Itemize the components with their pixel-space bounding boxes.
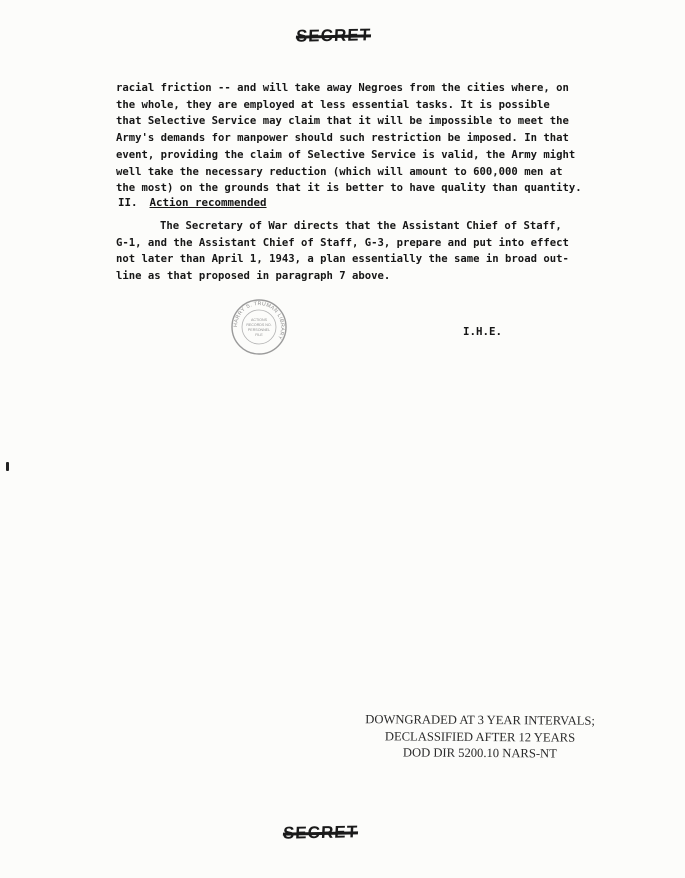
author-initials: I.H.E. (463, 325, 503, 338)
section-title: Action recommended (149, 196, 267, 209)
paragraph-2 (116, 218, 636, 285)
declassification-stamp (345, 711, 615, 762)
paragraph-1-line: event, providing the claim of Selective Service is valid, the Army might (116, 148, 576, 161)
paragraph-1-line: the whole, they are employed at less essential tasks. It is possible (116, 98, 550, 111)
seal-inner-text: FILE (255, 333, 263, 337)
paragraph-1 (116, 80, 636, 197)
section-number: II. (118, 196, 138, 209)
paragraph-2-line: not later than April 1, 1943, a plan essentially the same in broad out- (116, 253, 569, 266)
paragraph-1-line: well take the necessary reduction (which will amount to 600,000 men at (116, 165, 563, 178)
declassification-line: DECLASSIFIED AFTER 12 YEARS (384, 728, 576, 745)
declassification-line: DOD DIR 5200.10 NARS-NT (402, 745, 557, 761)
paragraph-2-line: G-1, and the Assistant Chief of Staff, G-3, prepare and put into effect (116, 236, 569, 249)
classification-stamp-bottom: SECRET (282, 822, 359, 843)
classification-stamp-top: SECRET (295, 25, 372, 46)
declassification-line: DOWNGRADED AT 3 YEAR INTERVALS; (365, 712, 595, 728)
paragraph-1-line: Army's demands for manpower should such restriction be imposed. In that (116, 132, 569, 145)
library-seal-icon (230, 298, 288, 356)
section-heading (118, 196, 267, 209)
paragraph-2-line: The Secretary of War directs that the Assistant Chief of Staff, (160, 220, 562, 232)
paragraph-1-line: that Selective Service may claim that it will be impossible to meet the (116, 115, 569, 128)
seal-inner-text: RECORDS NO. (246, 323, 272, 327)
margin-mark (6, 462, 9, 471)
seal-inner-text: PERSONNEL (247, 328, 271, 332)
paragraph-1-line: the most) on the grounds that it is better to have quality than quantity. (116, 182, 582, 195)
paragraph-1-line: racial friction -- and will take away Negroes from the cities where, on (116, 82, 569, 94)
seal-inner-text: ACTIONS (251, 318, 267, 322)
paragraph-2-line: line as that proposed in paragraph 7 above. (116, 270, 391, 283)
seal-ring-text: HARRY S. TRUMAN LIBRARY (232, 300, 286, 341)
